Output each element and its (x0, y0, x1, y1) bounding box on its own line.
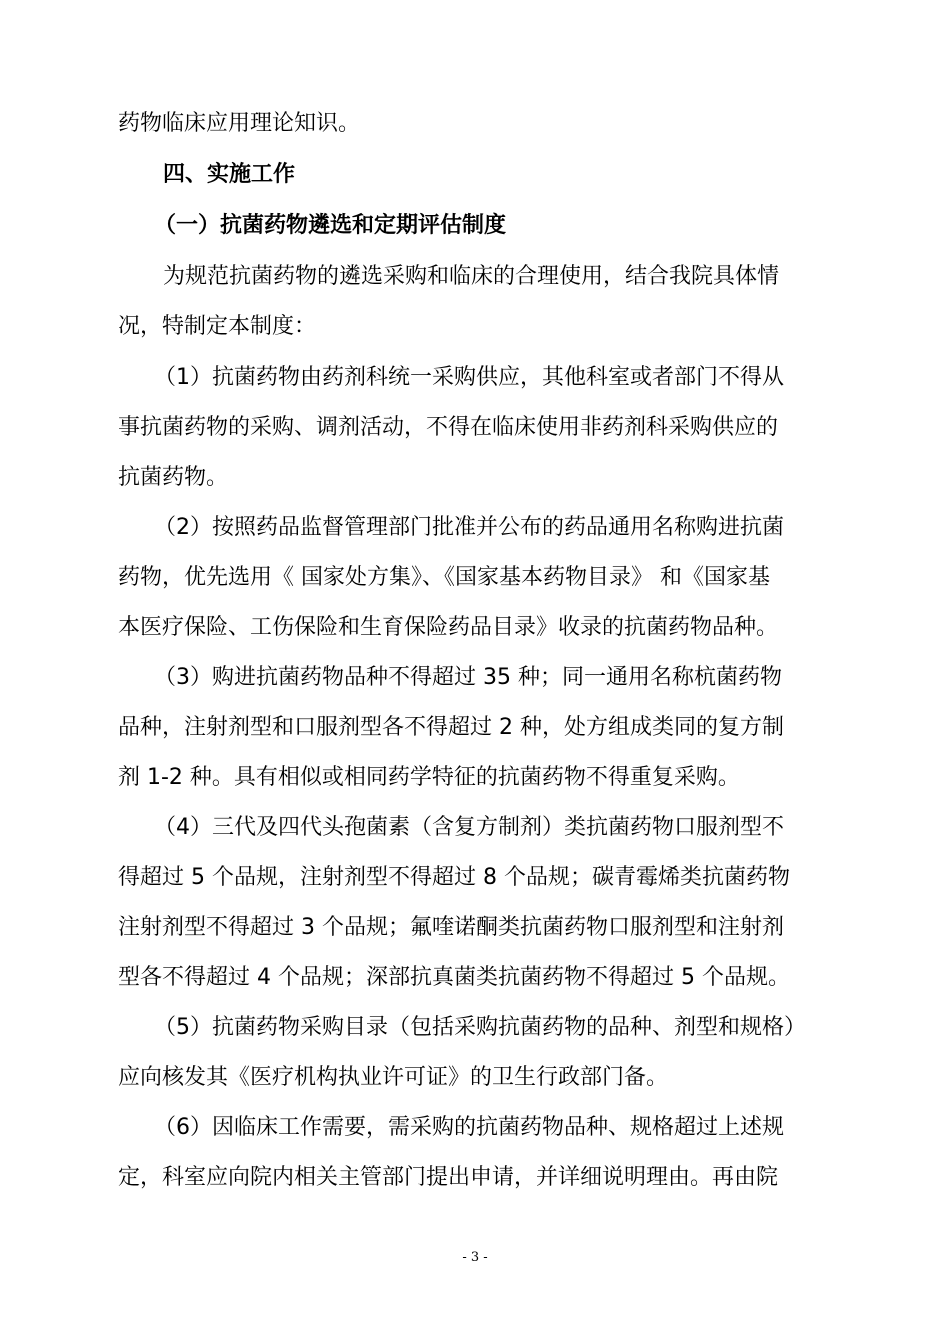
item-3-line-2: 品种，注射剂型和口服剂型各不得超过 2 种，处方组成类同的复方制 (118, 715, 784, 740)
item-1-line-1: （1）抗菌药物由药剂科统一采购供应，其他科室或者部门不得从 (154, 365, 784, 390)
item-4-line-3: 注射剂型不得超过 3 个品规；氟喹诺酮类抗菌药物口服剂型和注射剂 (118, 915, 784, 940)
item-1-line-2: 事抗菌药物的采购、调剂活动，不得在临床使用非药剂科采购供应的 (118, 415, 779, 440)
item-4-line-2: 得超过 5 个品规，注射剂型不得超过 8 个品规；碳青霉烯类抗菌药物 (118, 865, 790, 890)
continuation-line: 药物临床应用理论知识。 (118, 111, 361, 136)
item-3-line-3: 剂 1-2 种。具有相似或相同药学特征的抗菌药物不得重复采购。 (118, 765, 740, 790)
item-6-line-2: 定，科室应向院内相关主管部门提出申请，并详细说明理由。再由院 (118, 1165, 779, 1190)
item-5-line-2: 应向核发其《医疗机构执业许可证》的卫生行政部门备。 (118, 1065, 669, 1090)
subsection-heading: （一）抗菌药物遴选和定期评估制度 (154, 213, 507, 238)
intro-line-1: 为规范抗菌药物的遴选采购和临床的合理使用，结合我院具体情 (163, 264, 780, 289)
page-number: - 3 - (462, 1250, 488, 1265)
item-2-line-2: 药物，优先选用《 国家处方集》、《国家基本药物目录》 和《国家基 (118, 565, 770, 590)
item-5-line-1: （5）抗菌药物采购目录（包括采购抗菌药物的品种、剂型和规格） (154, 1015, 806, 1040)
intro-line-2: 况，特制定本制度： (118, 314, 317, 339)
item-6-line-1: （6）因临床工作需要，需采购的抗菌药物品种、规格超过上述规 (154, 1115, 784, 1140)
item-2-line-3: 本医疗保险、工伤保险和生育保险药品目录》收录的抗菌药物品种。 (118, 615, 779, 640)
item-2-line-1: （2）按照药品监督管理部门批准并公布的药品通用名称购进抗菌 (154, 515, 784, 540)
item-3-line-1: （3）购进抗菌药物品种不得超过 35 种；同一通用名称杭菌药物 (154, 665, 782, 690)
section-heading: 四、实施工作 (163, 162, 296, 187)
item-4-line-1: （4）三代及四代头孢菌素（含复方制剂）类抗菌药物口服剂型不 (154, 815, 784, 840)
item-4-line-4: 型各不得超过 4 个品规；深部抗真菌类抗菌药物不得超过 5 个品规。 (118, 965, 790, 990)
item-1-line-3: 抗菌药物。 (118, 465, 229, 490)
